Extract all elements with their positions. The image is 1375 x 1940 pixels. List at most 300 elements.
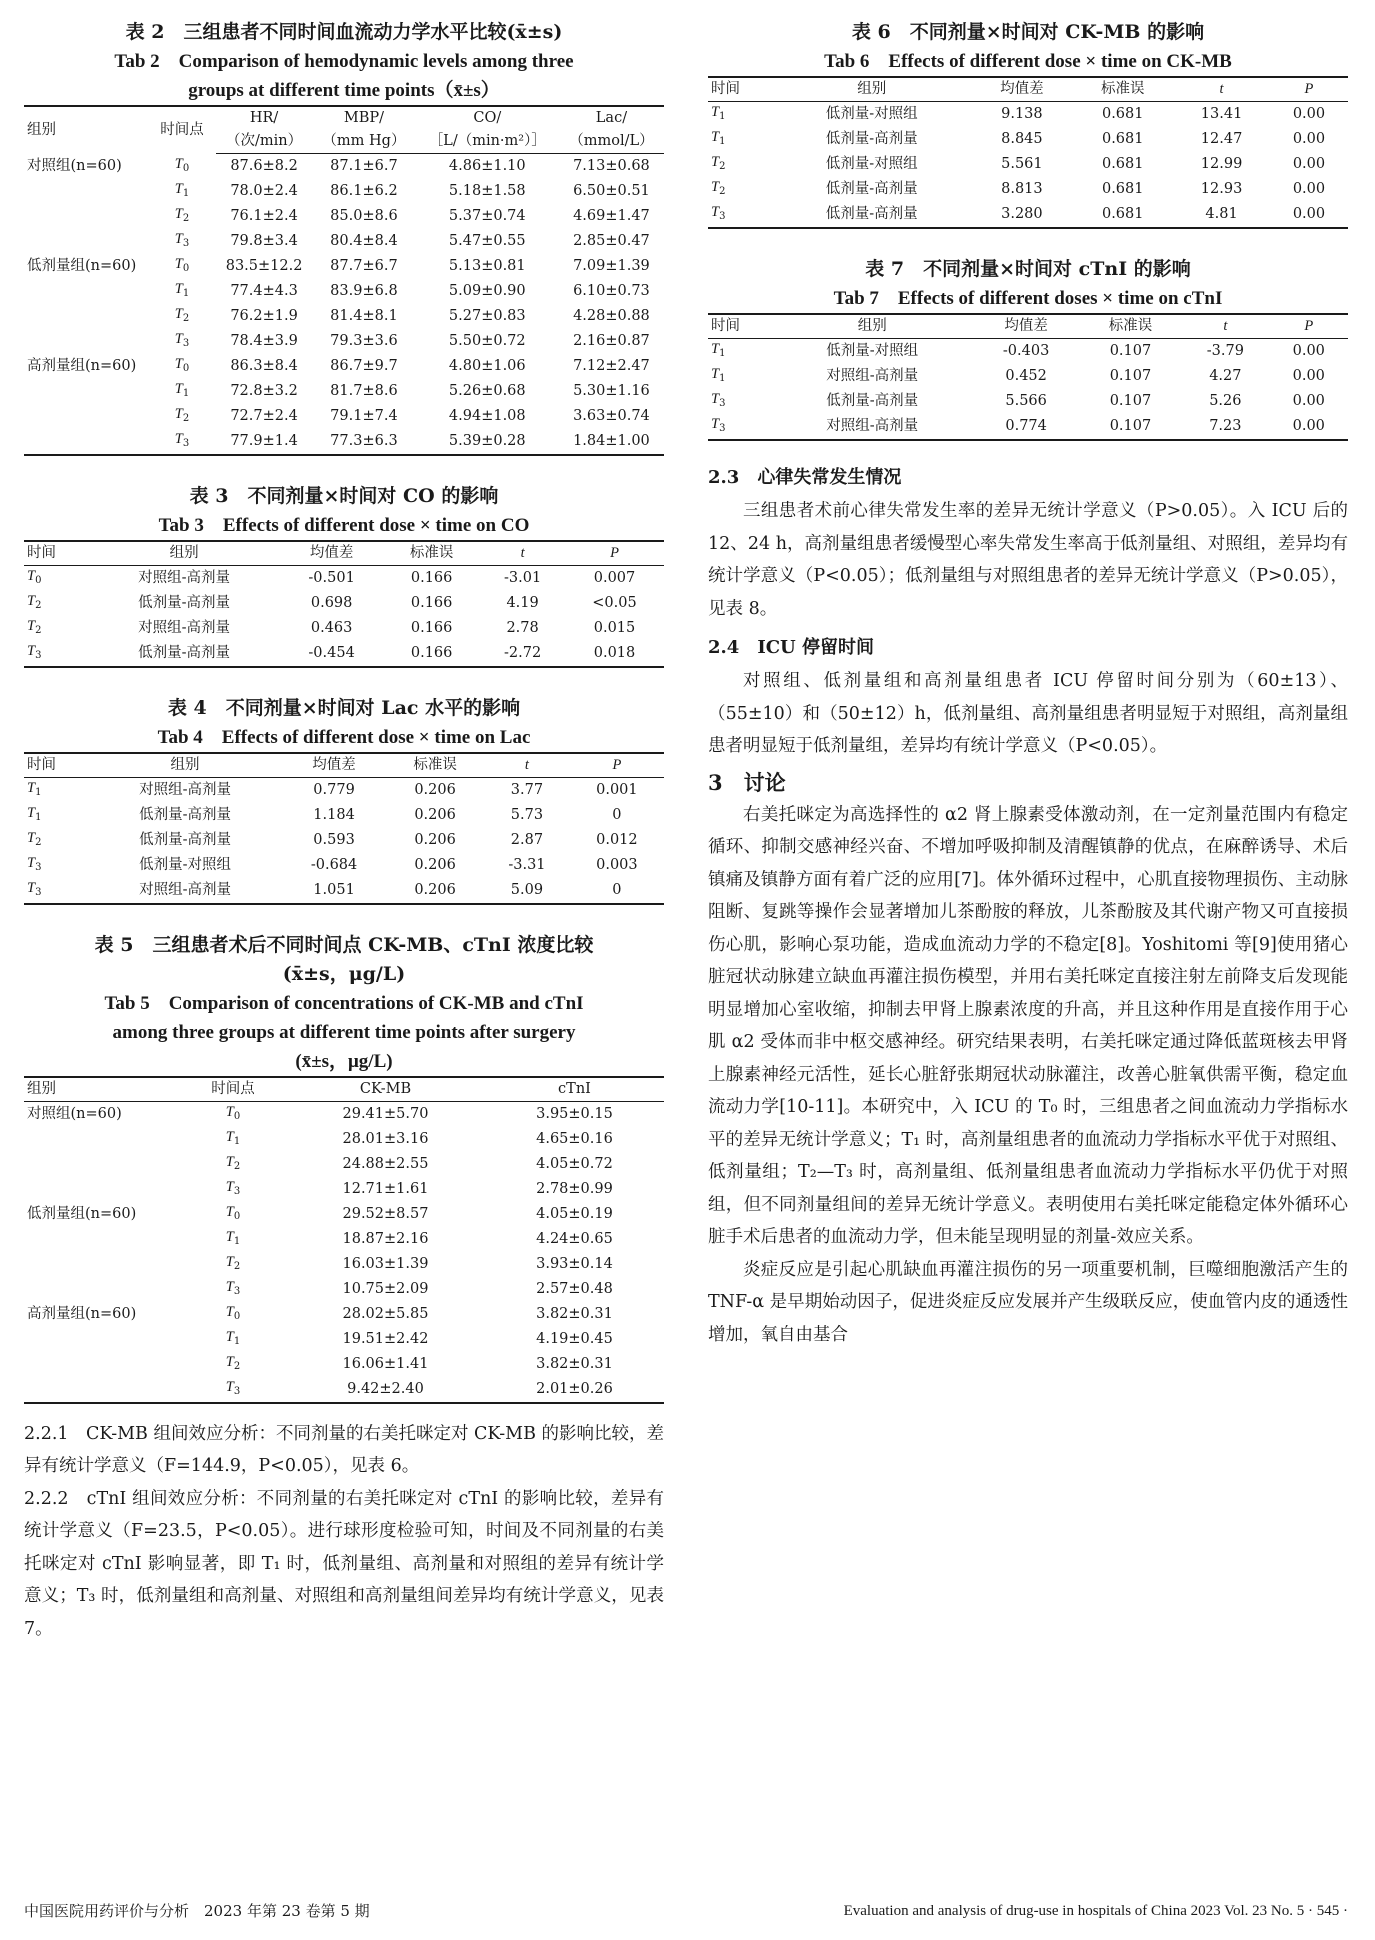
time-symbol: T xyxy=(711,391,720,407)
hr-cell: 87.6±8.2 xyxy=(230,157,298,174)
time-subscript: 0 xyxy=(182,362,190,374)
hr-cell: 83.5±12.2 xyxy=(225,257,303,274)
mean-diff-cell: 8.845 xyxy=(1001,131,1043,147)
hr-cell: 78.0±2.4 xyxy=(230,182,298,199)
p-value-cell: 0.00 xyxy=(1292,206,1326,222)
time-point xyxy=(180,1127,286,1152)
time-point xyxy=(148,204,216,229)
time-subscript: 1 xyxy=(35,811,42,823)
col-std-err: 标准误 xyxy=(1080,314,1181,339)
ckmb-cell: 29.41±5.70 xyxy=(342,1105,429,1122)
time-symbol: T xyxy=(711,104,720,120)
group-cell: 低剂量-高剂量 xyxy=(825,131,918,147)
table-7 xyxy=(708,313,1348,441)
time-symbol: T xyxy=(225,1253,234,1270)
p-value-cell: 0.00 xyxy=(1292,368,1325,384)
time-point xyxy=(180,1101,286,1127)
co-cell: 5.27±0.83 xyxy=(448,307,526,324)
col-hr: HR/ xyxy=(249,110,279,126)
std-err-cell: 0.166 xyxy=(410,569,453,586)
t-value-cell: 4.27 xyxy=(1209,368,1242,384)
col-p: P xyxy=(1270,77,1348,102)
time-subscript: 2 xyxy=(719,186,726,197)
lac-cell: 4.28±0.88 xyxy=(573,307,650,324)
ckmb-cell: 10.75±2.09 xyxy=(342,1280,429,1297)
ctni-cell: 4.19±0.45 xyxy=(536,1330,613,1347)
p-value-cell: 0.00 xyxy=(1292,393,1325,409)
col-p: P xyxy=(1270,314,1348,339)
mean-diff-cell: 5.561 xyxy=(1001,156,1043,172)
mbp-cell: 87.7±6.7 xyxy=(330,257,398,274)
lac-cell: 7.12±2.47 xyxy=(573,357,650,374)
time-subscript: 1 xyxy=(233,1335,241,1347)
table-2 xyxy=(24,105,664,456)
lac-cell: 3.63±0.74 xyxy=(573,407,650,424)
table-2-title-en-line2: groups at different time points（x̄±s） xyxy=(188,80,500,101)
table-5-title-en-line3: (x̄±s，μg/L) xyxy=(295,1050,393,1072)
time-symbol: T xyxy=(27,567,36,584)
ckmb-cell: 9.42±2.40 xyxy=(347,1380,424,1397)
time-subscript: 1 xyxy=(719,373,726,384)
time-point xyxy=(24,777,88,803)
time-point xyxy=(708,414,772,440)
table-row xyxy=(708,152,1348,177)
mean-diff-cell: 5.566 xyxy=(1005,393,1047,409)
time-subscript: 3 xyxy=(719,423,726,434)
table-row xyxy=(24,329,664,354)
time-point xyxy=(148,404,216,429)
time-point xyxy=(24,616,88,641)
time-point xyxy=(180,1177,286,1202)
table-row xyxy=(24,1277,664,1302)
p-value-cell: 0.00 xyxy=(1292,181,1326,197)
t-value-cell: 2.87 xyxy=(510,831,544,848)
mean-diff-cell: 9.138 xyxy=(1001,106,1043,122)
col-std-err: 标准误 xyxy=(1072,77,1173,102)
time-point xyxy=(24,565,88,591)
mbp-cell: 87.1±6.7 xyxy=(330,157,398,174)
time-subscript: 2 xyxy=(233,1160,241,1172)
table-row xyxy=(24,1252,664,1277)
table-7-block xyxy=(708,255,1348,441)
col-time: 时间 xyxy=(24,541,88,566)
co-cell: 5.26±0.68 xyxy=(448,382,526,399)
mbp-cell: 79.3±3.6 xyxy=(330,332,398,349)
group-cell xyxy=(24,329,148,354)
section-2-4-body: 对照组、低剂量组和高剂量组患者 ICU 停留时间分别为（60±13）、（55±10）和（50±12）h，低剂量组、高剂量组患者明显短于对照组，高剂量组患者明显短于低剂量组，差异均有统计学意义（P<0.05）。 xyxy=(708,671,1348,756)
std-err-cell: 0.206 xyxy=(414,881,456,898)
group-cell xyxy=(24,204,148,229)
ctni-cell: 4.05±0.72 xyxy=(536,1155,613,1172)
std-err-cell: 0.107 xyxy=(1109,368,1152,384)
time-subscript: 1 xyxy=(182,187,190,199)
time-point xyxy=(148,179,216,204)
group-cell xyxy=(24,304,148,329)
time-subscript: 2 xyxy=(233,1260,241,1272)
table-row xyxy=(24,1152,664,1177)
t-value-cell: 3.77 xyxy=(510,781,544,798)
time-symbol: T xyxy=(27,642,36,659)
group-cell: 低剂量-高剂量 xyxy=(138,644,231,661)
group-cell xyxy=(24,279,148,304)
time-point xyxy=(180,1252,286,1277)
time-symbol: T xyxy=(174,180,183,197)
table-7-title-cn: 表 7 不同剂量×时间对 cTnI 的影响 xyxy=(865,258,1191,280)
time-point xyxy=(180,1327,286,1352)
col-group: 组别 xyxy=(24,1077,180,1102)
time-symbol: T xyxy=(711,416,720,432)
col-mbp-unit: （mm Hg） xyxy=(312,130,416,154)
ctni-cell: 2.01±0.26 xyxy=(536,1380,613,1397)
mean-diff-cell: 0.452 xyxy=(1005,368,1047,384)
t-value-cell: 5.09 xyxy=(510,881,544,898)
hr-cell: 79.8±3.4 xyxy=(230,232,298,249)
ckmb-cell: 18.87±2.16 xyxy=(342,1230,429,1247)
mean-diff-cell: 1.184 xyxy=(313,806,355,823)
col-group: 组别 xyxy=(88,541,280,566)
time-point xyxy=(24,591,88,616)
time-point xyxy=(708,202,772,228)
table-row xyxy=(24,1202,664,1227)
co-cell: 4.80±1.06 xyxy=(448,357,526,374)
co-cell: 5.09±0.90 xyxy=(448,282,526,299)
co-cell: 5.50±0.72 xyxy=(448,332,526,349)
time-subscript: 3 xyxy=(182,437,190,449)
lac-cell: 6.10±0.73 xyxy=(573,282,650,299)
group-cell: 高剂量组(n=60) xyxy=(27,357,137,374)
time-symbol: T xyxy=(174,405,183,422)
time-symbol: T xyxy=(711,179,720,195)
hr-cell: 76.1±2.4 xyxy=(230,207,298,224)
co-cell: 5.39±0.28 xyxy=(448,432,526,449)
t-value-cell: 4.81 xyxy=(1205,206,1238,222)
mbp-cell: 80.4±8.4 xyxy=(330,232,398,249)
group-cell xyxy=(24,379,148,404)
time-point xyxy=(24,828,88,853)
time-subscript: 1 xyxy=(719,348,726,359)
table-row xyxy=(24,1177,664,1202)
time-symbol: T xyxy=(27,592,36,609)
col-time: 时间点 xyxy=(180,1077,286,1102)
p-value-cell: 0.00 xyxy=(1292,343,1325,359)
ckmb-cell: 28.02±5.85 xyxy=(342,1305,429,1322)
table-3-title-cn: 表 3 不同剂量×时间对 CO 的影响 xyxy=(189,484,499,507)
table-row xyxy=(24,229,664,254)
time-symbol: T xyxy=(225,1128,234,1145)
table-row xyxy=(24,379,664,404)
group-cell: 低剂量-高剂量 xyxy=(139,831,231,848)
col-mean-diff: 均值差 xyxy=(280,541,383,566)
time-subscript: 3 xyxy=(719,211,726,222)
co-cell: 4.94±1.08 xyxy=(448,407,526,424)
group-cell: 对照组-高剂量 xyxy=(139,881,231,898)
time-subscript: 1 xyxy=(35,786,42,798)
table-7-title-en: Tab 7 Effects of different doses × time on cTnI xyxy=(833,288,1223,309)
time-point xyxy=(180,1202,286,1227)
table-7-body xyxy=(708,339,1348,441)
time-symbol: T xyxy=(225,1303,234,1320)
col-mean-diff: 均值差 xyxy=(971,77,1072,102)
t-value-cell: 5.73 xyxy=(510,806,544,823)
time-point xyxy=(708,102,772,128)
std-err-cell: 0.206 xyxy=(414,781,456,798)
ctni-cell: 4.24±0.65 xyxy=(536,1230,613,1247)
table-2-title-cn: 表 2 三组患者不同时间血流动力学水平比较(x̄±s) xyxy=(125,21,563,43)
group-cell: 对照组-高剂量 xyxy=(826,418,919,434)
time-symbol: T xyxy=(174,280,183,297)
time-point xyxy=(180,1302,286,1327)
discussion-paragraph-2: 炎症反应是引起心肌缺血再灌注损伤的另一项重要机制，巨噬细胞激活产生的 TNF-α 是早期始动因子，促进炎症反应发展并产生级联反应，使血管内皮的通透性增加，氧自由基合 xyxy=(708,1259,1348,1345)
group-cell xyxy=(24,1127,180,1152)
table-row xyxy=(24,803,664,828)
time-subscript: 2 xyxy=(35,836,42,848)
time-symbol: T xyxy=(174,255,183,272)
group-cell xyxy=(24,1352,180,1377)
group-cell: 对照组-高剂量 xyxy=(139,781,231,798)
hr-cell: 72.8±3.2 xyxy=(230,382,298,399)
time-point xyxy=(148,379,216,404)
table-row xyxy=(24,641,664,667)
lac-cell: 1.84±1.00 xyxy=(573,432,650,449)
time-subscript: 0 xyxy=(233,1310,241,1322)
co-cell: 5.47±0.55 xyxy=(448,232,526,249)
group-cell: 低剂量-高剂量 xyxy=(139,806,231,823)
col-std-err: 标准误 xyxy=(386,753,484,778)
table-2-block xyxy=(24,18,664,456)
time-subscript: 0 xyxy=(233,1110,241,1122)
ctni-cell: 2.57±0.48 xyxy=(536,1280,613,1297)
table-5-title-cn-line1: 表 5 三组患者术后不同时间点 CK-MB、cTnI 浓度比较 xyxy=(94,933,594,956)
hr-cell: 86.3±8.4 xyxy=(230,357,298,374)
time-subscript: 2 xyxy=(719,161,726,172)
table-row xyxy=(708,389,1348,414)
p-value-cell: 0.001 xyxy=(596,781,638,798)
table-2-body xyxy=(24,154,664,455)
footer-journal-cn: 中国医院用药评价与分析 2023 年第 23 卷第 5 期 xyxy=(24,1902,370,1920)
co-cell: 5.13±0.81 xyxy=(448,257,526,274)
mean-diff-cell: 1.051 xyxy=(313,881,355,898)
time-point xyxy=(148,154,216,179)
mbp-cell: 86.7±9.7 xyxy=(330,357,398,374)
time-subscript: 2 xyxy=(182,212,190,224)
time-point xyxy=(180,1352,286,1377)
time-point xyxy=(24,803,88,828)
table-row xyxy=(24,1127,664,1152)
table-row xyxy=(24,1352,664,1377)
col-time: 时间点 xyxy=(160,121,204,138)
time-subscript: 1 xyxy=(719,136,726,147)
col-t: t xyxy=(480,541,565,566)
col-ckmb: CK-MB xyxy=(286,1077,485,1102)
table-row xyxy=(24,179,664,204)
t-value-cell: -2.72 xyxy=(504,644,542,661)
table-6-title-en: Tab 6 Effects of different dose × time on CK-MB xyxy=(824,51,1232,72)
time-symbol: T xyxy=(225,1178,234,1195)
time-point xyxy=(148,229,216,254)
group-cell: 低剂量组(n=60) xyxy=(27,1205,137,1222)
time-point xyxy=(148,304,216,329)
time-point xyxy=(708,152,772,177)
table-row xyxy=(24,1377,664,1403)
col-time: 时间 xyxy=(708,77,772,102)
time-subscript: 3 xyxy=(182,337,190,349)
left-column xyxy=(24,18,664,1645)
mbp-cell: 81.7±8.6 xyxy=(330,382,398,399)
group-cell xyxy=(24,1227,180,1252)
col-t: t xyxy=(484,753,570,778)
time-point xyxy=(24,878,88,904)
col-co: CO/ xyxy=(473,110,502,126)
table-3-title-en: Tab 3 Effects of different dose × time on CO xyxy=(158,514,530,536)
time-symbol: T xyxy=(27,804,36,821)
section-2-3-body: 三组患者术前心律失常发生率的差异无统计学意义（P>0.05）。入 ICU 后的 12、24 h，高剂量组患者缓慢型心率失常发生率高于低剂量组、对照组，差异均有统计学意义（P<0.05）；低剂量组与对照组患者的差异无统计学意义（P>0.05），见表 8。 xyxy=(708,501,1348,619)
table-row xyxy=(708,102,1348,128)
discussion-paragraph-1: 右美托咪定为高选择性的 α2 肾上腺素受体激动剂，在一定剂量范围内有稳定循环、抑制交感神经兴奋、不增加呼吸抑制及清醒镇静的优点，在麻醉诱导、术后镇痛及镇静方面有着广泛的应用[7]。体外循环过程中，心肌直接物理损伤、主动脉阻断、复跳等操作会显著增加儿茶酚胺的释放，儿茶酚胺及其代谢产物又可直接损伤心肌，影响心泵功能，造成血流动力学的不稳定[8]。Yoshitomi 等[9]使用猪心脏冠状动脉建立缺血再灌注损伤模型，并用右美托咪定直接注射左前降支后发现能明显增加心室收缩，抑制去甲肾上腺素浓度的升高，并且这种作用是直接作用于心肌 α2 受体而非中枢交感神经。研究结果表明，右美托咪定通过降低蓝斑核去甲肾上腺素神经元活性，延长心脏舒张期冠状动脉灌注，改善心脏氧供需平衡，稳定血流动力学[10-11]。本研究中，入 ICU 的 T₀ 时，三组患者之间血流动力学指标水平的差异无统计学意义；T₁ 时，高剂量组患者的血流动力学指标水平优于对照组、低剂量组；T₂—T₃ 时，高剂量组、低剂量组患者血流动力学指标水平仍优于对照组，但不同剂量组间的差异无统计学意义。表明使用右美托咪定能稳定体外循环心脏手术后患者的血流动力学，但未能呈现明显的剂量-效应关系。 xyxy=(708,804,1348,1247)
col-time: 时间 xyxy=(708,314,772,339)
table-row xyxy=(24,304,664,329)
p-value-cell: 0.00 xyxy=(1292,106,1326,122)
time-symbol: T xyxy=(225,1153,234,1170)
time-subscript: 2 xyxy=(182,412,190,424)
t-value-cell: 4.19 xyxy=(506,594,539,611)
col-lac: Lac/ xyxy=(595,110,628,126)
lac-cell: 2.85±0.47 xyxy=(573,232,650,249)
time-symbol: T xyxy=(711,341,720,357)
time-symbol: T xyxy=(711,204,720,220)
time-point xyxy=(148,279,216,304)
section-2-4-heading: 2.4 ICU 停留时间 xyxy=(708,637,875,658)
group-cell: 对照组(n=60) xyxy=(27,157,122,174)
time-subscript: 3 xyxy=(233,1285,241,1297)
col-ctni: cTnI xyxy=(485,1077,664,1102)
lac-cell: 4.69±1.47 xyxy=(573,207,650,224)
time-symbol: T xyxy=(174,380,183,397)
time-symbol: T xyxy=(225,1278,234,1295)
time-symbol: T xyxy=(174,305,183,322)
col-co-unit: ［L/（min·m²）］ xyxy=(416,130,559,154)
group-cell: 低剂量-高剂量 xyxy=(826,393,919,409)
time-symbol: T xyxy=(174,330,183,347)
mean-diff-cell: -0.501 xyxy=(308,569,355,586)
time-point xyxy=(180,1227,286,1252)
p-value-cell: 0.015 xyxy=(593,619,636,636)
mbp-cell: 85.0±8.6 xyxy=(330,207,398,224)
time-point xyxy=(708,389,772,414)
co-cell: 4.86±1.10 xyxy=(448,157,526,174)
time-point xyxy=(708,364,772,389)
table-row xyxy=(24,429,664,455)
table-row xyxy=(24,616,664,641)
group-cell xyxy=(24,429,148,455)
table-5-title-cn-line2: (x̄±s，μg/L) xyxy=(282,962,406,985)
std-err-cell: 0.206 xyxy=(414,856,456,873)
time-subscript: 3 xyxy=(233,1185,241,1197)
t-value-cell: -3.31 xyxy=(508,856,546,873)
group-cell: 对照组(n=60) xyxy=(27,1105,122,1122)
section-3-heading: 3 讨论 xyxy=(708,769,786,795)
p-value-cell: 0 xyxy=(612,881,622,898)
ckmb-cell: 29.52±8.57 xyxy=(342,1205,429,1222)
group-cell xyxy=(24,1252,180,1277)
group-cell xyxy=(24,1152,180,1177)
std-err-cell: 0.206 xyxy=(414,831,456,848)
p-value-cell: 0.003 xyxy=(596,856,638,873)
ctni-cell: 4.65±0.16 xyxy=(536,1130,613,1147)
hr-cell: 77.4±4.3 xyxy=(230,282,298,299)
table-3-block xyxy=(24,482,664,668)
std-err-cell: 0.107 xyxy=(1109,418,1152,434)
time-subscript: 0 xyxy=(233,1210,241,1222)
mean-diff-cell: -0.454 xyxy=(308,644,355,661)
std-err-cell: 0.681 xyxy=(1101,206,1144,222)
col-time: 时间 xyxy=(24,753,88,778)
table-row xyxy=(24,254,664,279)
group-cell: 低剂量组(n=60) xyxy=(27,257,137,274)
time-point xyxy=(148,329,216,354)
mean-diff-cell: 0.463 xyxy=(310,619,353,636)
lac-cell: 2.16±0.87 xyxy=(573,332,650,349)
mean-diff-cell: 0.593 xyxy=(313,831,355,848)
std-err-cell: 0.107 xyxy=(1109,343,1152,359)
time-subscript: 3 xyxy=(35,861,42,873)
ckmb-cell: 19.51±2.42 xyxy=(342,1330,429,1347)
std-err-cell: 0.681 xyxy=(1101,181,1144,197)
table-4-body xyxy=(24,777,664,904)
table-6-block xyxy=(708,18,1348,229)
time-symbol: T xyxy=(27,829,36,846)
t-value-cell: 13.41 xyxy=(1200,106,1243,122)
col-t: t xyxy=(1181,314,1269,339)
mean-diff-cell: 8.813 xyxy=(1001,181,1043,197)
section-2-3-heading: 2.3 心律失常发生情况 xyxy=(708,467,902,488)
table-5 xyxy=(24,1076,664,1404)
t-value-cell: 12.47 xyxy=(1200,131,1243,147)
mean-diff-cell: 0.774 xyxy=(1005,418,1047,434)
group-cell: 低剂量-对照组 xyxy=(825,106,918,122)
table-row xyxy=(708,364,1348,389)
ckmb-cell: 16.03±1.39 xyxy=(342,1255,429,1272)
std-err-cell: 0.681 xyxy=(1101,156,1144,172)
mean-diff-cell: 0.779 xyxy=(313,781,355,798)
time-symbol: T xyxy=(174,355,183,372)
t-value-cell: 2.78 xyxy=(506,619,539,636)
table-4-block xyxy=(24,694,664,905)
table-row xyxy=(24,1101,664,1127)
mbp-cell: 79.1±7.4 xyxy=(330,407,398,424)
time-subscript: 0 xyxy=(182,262,190,274)
lac-cell: 5.30±1.16 xyxy=(573,382,650,399)
table-3-body xyxy=(24,565,664,667)
p-value-cell: 0.007 xyxy=(593,569,636,586)
ckmb-cell: 12.71±1.61 xyxy=(342,1180,429,1197)
table-row xyxy=(24,853,664,878)
time-subscript: 2 xyxy=(233,1360,241,1372)
time-symbol: T xyxy=(225,1378,234,1395)
t-value-cell: 5.26 xyxy=(1209,393,1242,409)
std-err-cell: 0.681 xyxy=(1101,106,1144,122)
table-row xyxy=(24,878,664,904)
time-point xyxy=(148,254,216,279)
time-subscript: 3 xyxy=(35,649,42,661)
time-point xyxy=(180,1377,286,1403)
mean-diff-cell: -0.403 xyxy=(1002,343,1050,359)
mbp-cell: 81.4±8.1 xyxy=(330,307,398,324)
mean-diff-cell: 0.698 xyxy=(310,594,353,611)
group-cell: 对照组-高剂量 xyxy=(138,619,231,636)
table-row xyxy=(708,177,1348,202)
ctni-cell: 3.82±0.31 xyxy=(536,1355,613,1372)
lac-cell: 7.13±0.68 xyxy=(573,157,650,174)
